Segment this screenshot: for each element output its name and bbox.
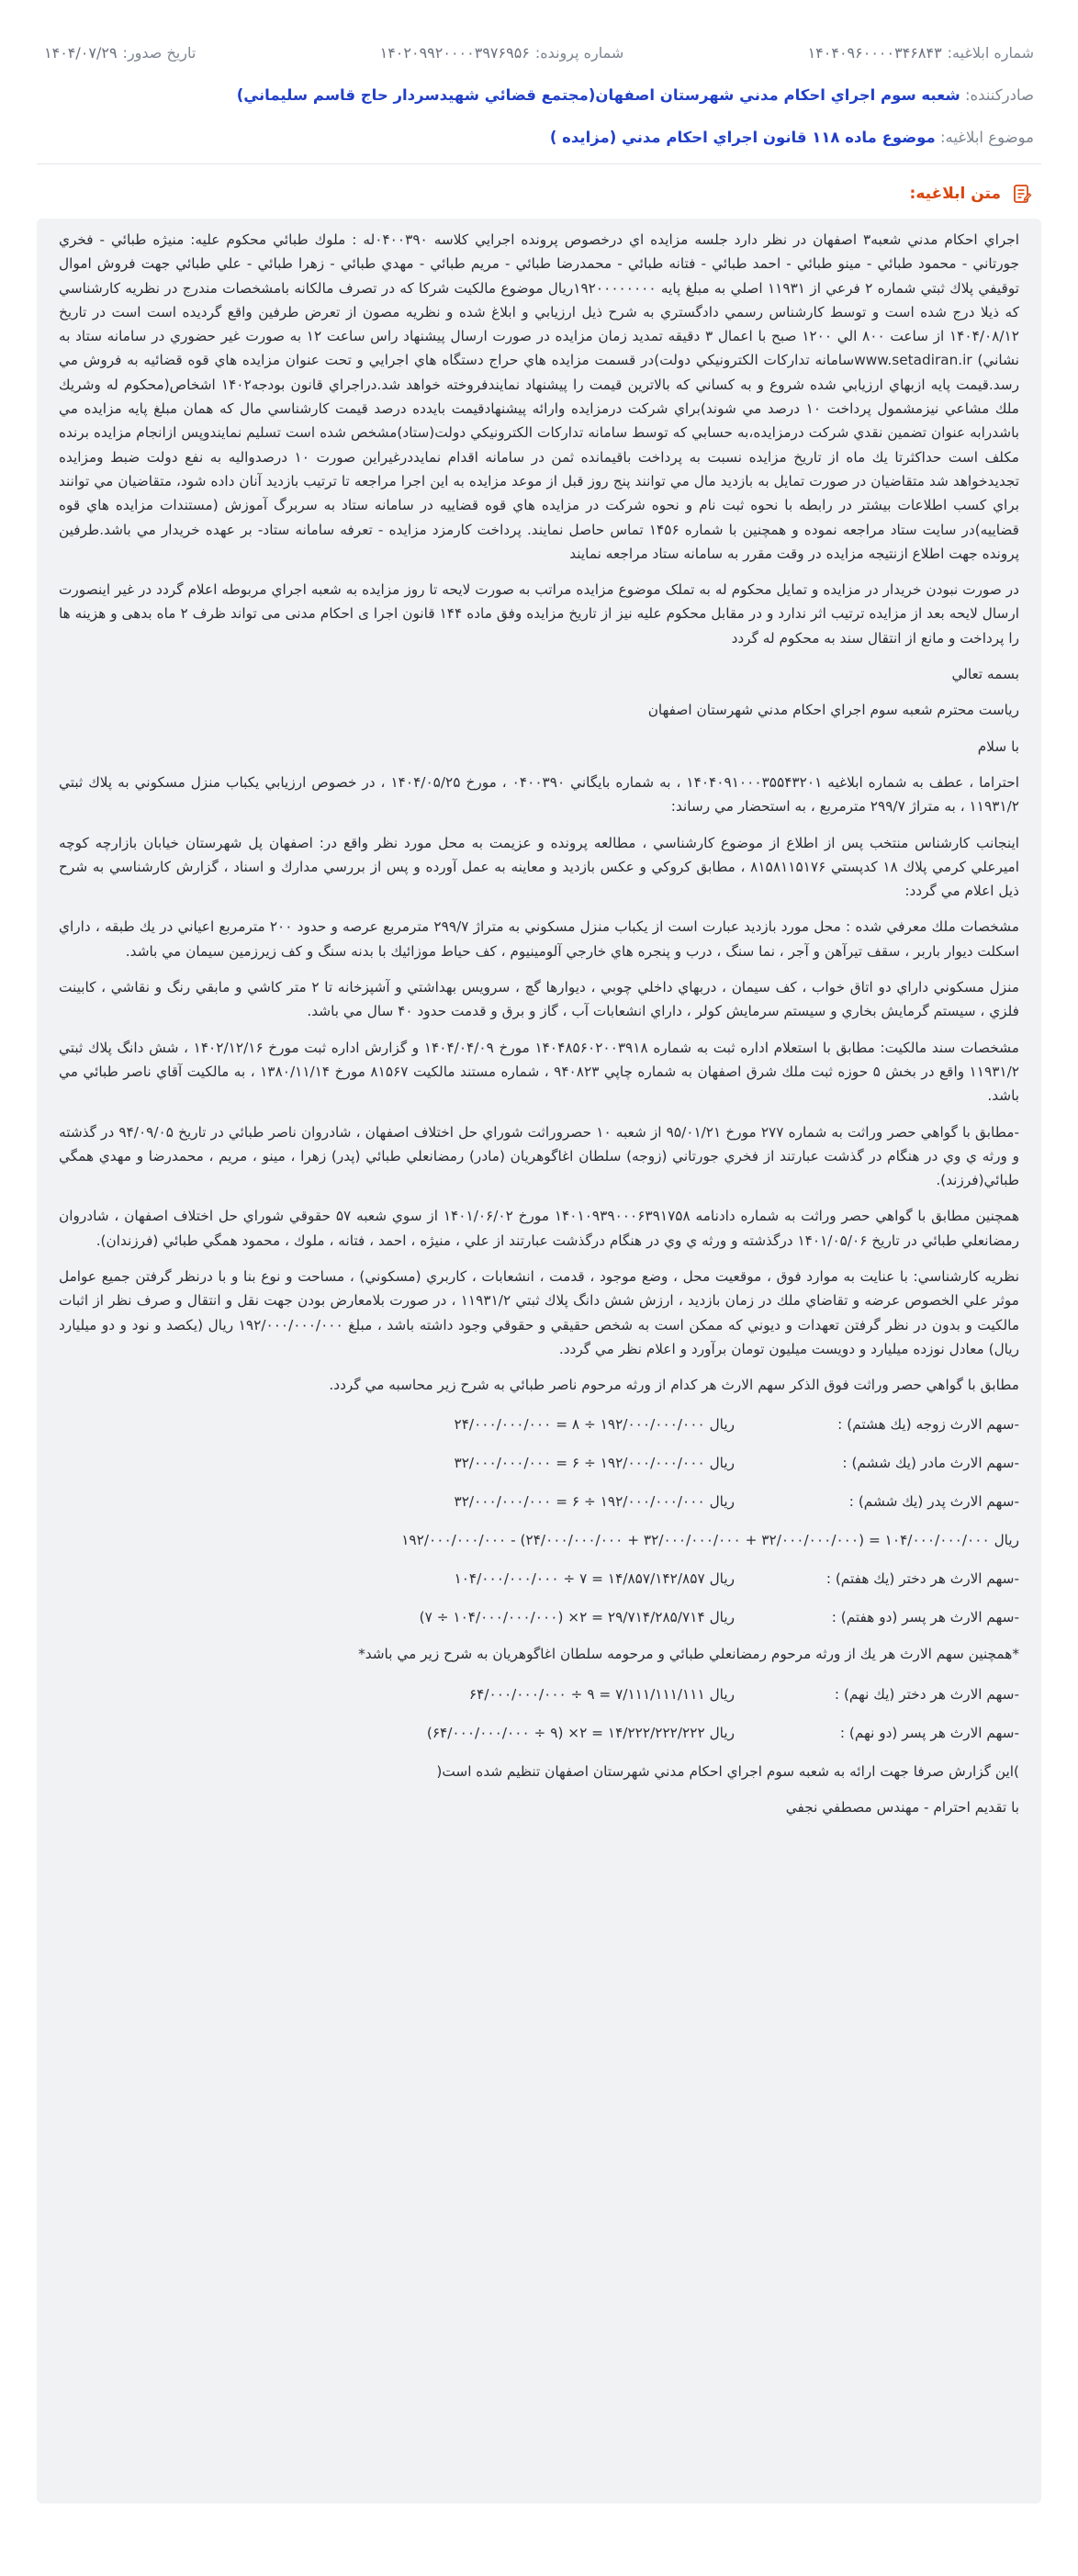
section-title-text: متن ابلاغيه: <box>909 185 1001 203</box>
calc-label: -سهم الارث زوجه (يك هشتم) : <box>837 1416 1019 1434</box>
notice-body <box>37 219 1041 2503</box>
subject-value: موضوع ماده ۱۱۸ قانون اجراي احکام مدني (مزايده ) <box>549 129 936 146</box>
body-paragraph-1: اجراي احکام مدني شعبه۳ اصفهان در نظر دارد جلسه مزايده اي درخصوص پرونده اجرايي کلاسه ۰۴۰۰۳۹۰له : ملوك طبائي محکوم عليه: منيژه طبائي - فخري جورتاني - محمود طبائي - مينو طبائي - احمد طبائي - فتانه طبائي - محمدرضا طبائي - مريم طبائي - مهدي طبائي - زهرا طبائي - علي طبائي جهت فروش اموال توقيفي پلاك ثبتي شماره ۲ فرعي از ۱۱۹۳۱ اصلي به مبلغ پايه ۱۹۲۰۰۰۰۰۰۰۰ريال موضوع مالکيت شرکا که در تصرف مالکانه بامشخصات مندرج در نظريه کارشناسي كه ذيلا درج شده است و توسط کارشناس رسمي دادگستري به شرح ذيل ارزيابي و ابلاغ شده و نظريه مصون از تعرض طرفين واقع گرديده است است در تاريخ ۱۴۰۴/۰۸/۱۲ از ساعت ۸۰۰ الي ۱۲۰۰ صبح با اعمال ۳ دقيقه تمديد زمان مزايده در صورت ارسال پيشنهاد راس ساعت ۱۲ به صورت غير حضوري در سامانه ستاد به نشاني) www.setadiran.irسامانه تداركات الكترونيكي دولت)در قسمت مزايده هاي حراج دستگاه هاي اجرايي و تحت عنوان مزايده هاي قوه قضائيه به فروش مي رسد.قيمت پايه ازبهاي ارزيابي شده شروع و به كساني كه بالاترين قيمت را پيشنهاد نمايندفروخته خواهد شد.دراجراي قانون بودجه۱۴۰۲ اشخاص(محكوم له وشريك ملك مشاعي نيزمشمول پرداخت ۱۰ درصد مي شوند)براي شرکت درمزايده وارائه پيشنهادقيمت بايدده درصد قيمت كارشناسي مال كه همان مبلغ پايه مزايده مي باشدرابه عنوان تضمين نقدي شركت درمزايده،به حسابي كه توسط سامانه تداركات الكترونيكي دولت(ستاد)مشخص شده است تسليم نمايندوپس ازانجام مزايده برنده مكلف است حداكثرتا يك ماه از تاريخ مزايده نسبت به پرداخت باقيمانده ثمن در سامانه اقدام نمايددرغيراين صورت ۱۰ درصدواليه به نفع دولت ضبط ومزايده تجديدخواهد شد متقاضيان در صورت تمايل به بازديد مال مي توانند پنج روز قبل از موعد مزايده به اين اجرا مراجعه تا ترتيب بازديد آنان داده شود، متقاضيان مي توانند براي کسب اطلاعات بيشتر در رابطه با نحوه ثبت نام و نحوه شرکت در مزايده هاي قوه قضاييه در سامانه ستاد به سربرگ آموزش (مستندات مزايده هاي قوه قضاييه)در سايت ستاد مراجعه نموده و همچنين با شماره ۱۴۵۶ تماس حاصل نمايند. پرداخت کارمزد مزايده - تعرفه سامانه ستاد- بر عهده خريدار مي باشد.طرفين پرونده جهت اطلاع ازنتيجه مزايده در وقت مقرر به سامانه ستاد مراجعه نمايند <box>59 231 1020 562</box>
body-paragraph-15: *همچنين سهم الارث هر يك از ورثه مرحوم رمضانعلي طبائي و مرحومه سلطان اغاگوهريان به شرح زير مي باشد* <box>358 1646 1019 1663</box>
calc-label: -سهم الارث مادر (يك ششم) : <box>842 1455 1019 1472</box>
case-number <box>380 44 624 62</box>
calc-expression: ريال ۱۹۲/۰۰۰/۰۰۰/۰۰۰ ÷ ۸ = ۲۴/۰۰۰/۰۰۰/۰۰۰ <box>454 1416 735 1434</box>
body-paragraph-6: احتراما ، عطف به شماره ابلاغيه ۱۴۰۴۰۹۱۰۰۰۳۵۵۴۳۲۰۱ ، به شماره بايگاني ۰۴۰۰۳۹۰ ، مورخ ۱۴۰۴/۰۵/۲۵ ، در خصوص ارزيابي يکباب منزل مسکوني به پلاك ثبتي ۱۱۹۳۱/۲ ، به متراژ ۲۹۹/۷ مترمربع ، به استحضار مي رساند: <box>59 773 1020 816</box>
calc-label: -سهم الارث هر پسر (دو هفتم) : <box>831 1609 1019 1626</box>
calc-expression: ريال ۷/۱۱۱/۱۱۱/۱۱۱ = ۹ ÷ ۶۴/۰۰۰/۰۰۰/۰۰۰ <box>468 1685 735 1703</box>
body-paragraph-9: منزل مسکوني داراي دو اتاق خواب ، کف سيمان ، دربهاي داخلي چوبي ، ديوارها گچ ، سرويس بهداشتي و آشپزخانه تا ۲ متر کاشي و مابقي رنگ و نقاشي ، کابينت فلزي ، سيستم گرمايش بخاري و سيستم سرمايش کولر ، داراي انشعابات آب ، گاز و برق و قدمت حدود ۴۰ سال مي باشد. <box>59 979 1019 1020</box>
header-divider <box>37 163 1041 164</box>
calc-expression: ريال ۱۹۲/۰۰۰/۰۰۰/۰۰۰ ÷ ۶ = ۳۲/۰۰۰/۰۰۰/۰۰۰ <box>454 1493 735 1511</box>
calc-line <box>59 1714 1019 1752</box>
notice-body-text <box>59 228 1019 1831</box>
section-title <box>910 182 1034 206</box>
header-meta <box>44 44 1034 62</box>
body-paragraph-12: همچنين مطابق با گواهي حصر وراثت به شماره دادنامه ۱۴۰۱۰۹۳۹۰۰۰۶۳۹۱۷۵۸ مورخ ۱۴۰۱/۰۶/۰۲ از سوي شعبه ۵۷ حقوقي شوراي حل اختلاف اصفهان ، شادروان رمضانعلي طبائي در تاريخ ۱۴۰۱/۰۵/۰۶ درگذشته و ورثه ي وي در هنگام درگذشت عبارتند از علي ، منيژه ، احمد ، فتانه ، ملوك ، محمود همگي طبائي (فرزندان). <box>59 1208 1020 1249</box>
body-paragraph-10: مشخصات سند مالكيت: مطابق با استعلام اداره ثبت به شماره ۱۴۰۴۸۵۶۰۲۰۰۳۹۱۸ مورخ ۱۴۰۴/۰۴/۰۹ و گزارش اداره ثبت مورخ ۱۴۰۲/۱۲/۱۶ ، شش دانگ پلاك ثبتي ۱۱۹۳۱/۲ واقع در بخش ۵ حوزه ثبت ملك شرق اصفهان به شماره چاپي ۹۴۰۸۲۳ ، شماره مستند مالکيت ۸۱۵۶۷ مورخ ۱۳۸۰/۱۱/۱۴ ، به مالکيت آقاي ناصر طبائي مي باشد. <box>59 1039 1019 1105</box>
calc-line <box>59 1521 1019 1559</box>
body-paragraph-13: نظريه کارشناسي: با عنايت به موارد فوق ، موقعيت محل ، وضع موجود ، قدمت ، انشعابات ، كاربري (مسکوني) ، مساحت و نوع بنا و با درنظر گرفتن جميع عوامل موثر علي الخصوص عرضه و تقاضاي ملك در زمان بازديد ، ارزش شش دانگ پلاك ثبتي ۱۱۹۳۱/۲ ، در صورت بلامعارض بودن جهت نقل و انتقال و صرف نظر از اثبات مالکيت و بدون در نظر گرفتن تعهدات و ديوني که ممکن است به شخص حقيقي و حقوقي وجود داشته باشد ، مبلغ ۱۹۲/۰۰۰/۰۰۰/۰۰۰ ريال (يکصد و نود و دو ميليارد ريال) معادل نوزده ميليارد و دويست ميليون تومان برآورد و اعلام نظر مي گردد. <box>59 1267 1020 1357</box>
body-paragraph-4: رياست محترم شعبه سوم اجراي احكام مدني شهرستان اصفهان <box>647 702 1019 719</box>
body-paragraph-5: با سلام <box>977 737 1019 755</box>
calc-expression: ريال ۱۴/۲۲۲/۲۲۲/۲۲۲ = ۲× (۹ ÷ ۶۴/۰۰۰/۰۰۰/۰۰۰) <box>426 1724 735 1741</box>
issue-date-label: تاريخ صدور: <box>122 44 197 62</box>
calc-expression: ريال ۱۹۲/۰۰۰/۰۰۰/۰۰۰ ÷ ۶ = ۳۲/۰۰۰/۰۰۰/۰۰۰ <box>454 1455 735 1472</box>
calc-label: -سهم الارث هر دختر (يك نهم) : <box>834 1685 1019 1703</box>
calc-label: -سهم الارث پدر (يك ششم) : <box>848 1493 1019 1511</box>
document-icon <box>1010 182 1034 206</box>
notice-number <box>808 44 1034 62</box>
body-paragraph-3: بسمه تعالي <box>951 666 1019 683</box>
calc-line <box>59 1675 1019 1714</box>
body-paragraph-8: مشخصات ملك معرفي شده : محل مورد بازديد عبارت است از يکباب منزل مسکوني به متراژ ۲۹۹/۷ مترمربع عرصه و حدود ۲۰۰ مترمربع اعياني در يك طبقه ، داراي اسکلت ديوار باربر ، سقف تيرآهن و آجر ، نما سنگ ، درب و پنجره هاي خارجي آلومينيوم ، کف حياط موزائيك با بدنه سنگ و کف زيرزمين سيمان مي باشد. <box>59 918 1019 960</box>
issuer-line <box>44 86 1034 104</box>
body-paragraph-16: )اين گزارش صرفا جهت ارائه به شعبه سوم اجراي احكام مدني شهرستان اصفهان تنظيم شده است( <box>436 1762 1019 1780</box>
subject-label: موضوع ابلاغيه: <box>939 129 1034 146</box>
calc-line <box>59 1405 1019 1444</box>
calc-label: -سهم الارث هر پسر (دو نهم) : <box>839 1724 1019 1741</box>
body-paragraph-2: در صورت نبودن خريدار در مزايده و تمايل محکوم له به تملک موضوع مزايده مراتب به صورت لايحه تا روز مزايده به شعبه اجراي مربوطه اعلام گردد در غير اينصورت ارسال لايحه بعد از مزايده ترتيب اثر ندارد و در مقابل محکوم عليه نيز از تاريخ مزايده وفق ماده ۱۴۴ قانون اجرا ی احکام مدنی می تواند ظرف ۲ ماه بدهی و هزينه ها را پرداخت و مانع از انتقال سند به محکوم له گردد <box>59 581 1019 647</box>
notice-number-label: شماره ابلاغيه: <box>947 44 1034 62</box>
calc-line <box>59 1559 1019 1598</box>
body-paragraph-7: اينجانب کارشناس منتخب پس از اطلاع از موضوع کارشناسي ، مطالعه پرونده و عزيمت به محل مورد نظر واقع در: اصفهان پل شهرستان خيابان بازارچه كوچه اميرعلي كرمي پلاك ۱۸ كدپستي ۸۱۵۸۱۱۵۱۷۶ ، مطابق کروکي و عکس بازديد و معاينه به عمل آورده و پس از بررسي مدارك و اسناد ، گزارش کارشناسي به شرح ذيل اعلام مي گردد: <box>59 834 1019 900</box>
subject-line <box>44 129 1034 146</box>
calc-line <box>59 1444 1019 1482</box>
calc-label: -سهم الارث هر دختر (يك هفتم) : <box>825 1570 1019 1588</box>
signature-line: با تقديم احترام - مهندس مصطفي نجفي <box>785 1799 1019 1817</box>
issuer-label: صادرکننده: <box>964 86 1034 104</box>
case-number-label: شماره پرونده: <box>534 44 624 62</box>
body-paragraph-14: مطابق با گواهي حصر وراثت فوق الذکر سهم الارث هر كدام از ورثه مرحوم ناصر طبائي به شرح زير محاسبه مي گردد. <box>329 1377 1019 1394</box>
calc-line <box>59 1598 1019 1637</box>
calc-label: ريال ۱۰۴/۰۰۰/۰۰۰/۰۰۰ = (۳۲/۰۰۰/۰۰۰/۰۰۰ + ۳۲/۰۰۰/۰۰۰/۰۰۰ + ۲۴/۰۰۰/۰۰۰/۰۰۰) - ۱۹۲/۰۰۰/۰۰۰/۰۰۰ <box>401 1532 1019 1549</box>
calc-expression: ريال ۱۴/۸۵۷/۱۴۲/۸۵۷ = ۷ ÷ ۱۰۴/۰۰۰/۰۰۰/۰۰۰ <box>454 1570 735 1588</box>
issuer-value: شعبه سوم اجراي احکام مدني شهرستان اصفهان(مجتمع قضائي شهيدسردار حاج قاسم سليماني) <box>236 86 960 104</box>
calc-expression: ريال ۲۹/۷۱۴/۲۸۵/۷۱۴ = ۲× (۱۰۴/۰۰۰/۰۰۰/۰۰۰ ÷ ۷) <box>419 1609 735 1626</box>
calc-line <box>59 1482 1019 1521</box>
issue-date-value: ۱۴۰۴/۰۷/۲۹ <box>44 44 118 62</box>
case-number-value: ۱۴۰۲۰۹۹۲۰۰۰۰۳۹۷۶۹۵۶ <box>379 44 530 62</box>
body-paragraph-11: -مطابق با گواهي حصر وراثت به شماره ۲۷۷ مورخ ۹۵/۰۱/۲۱ از شعبه ۱۰ حصروراثت شوراي حل اختلاف اصفهان ، شادروان ناصر طبائي در تاريخ ۹۴/۰۹/۰۵ در گذشته و ورثه ي وي در هنگام در گذشت عبارتند از فخري جورتاني (زوجه) سلطان اغاگوهريان (مادر) رمضانعلي طبائي (پدر) زهرا ، مينو ، مريم ، محمدرضا و مهدي همگي طبائي(فرزند). <box>59 1123 1019 1189</box>
notice-number-value: ۱۴۰۴۰۹۶۰۰۰۰۳۴۶۸۴۳ <box>807 44 942 62</box>
issue-date <box>44 44 196 62</box>
